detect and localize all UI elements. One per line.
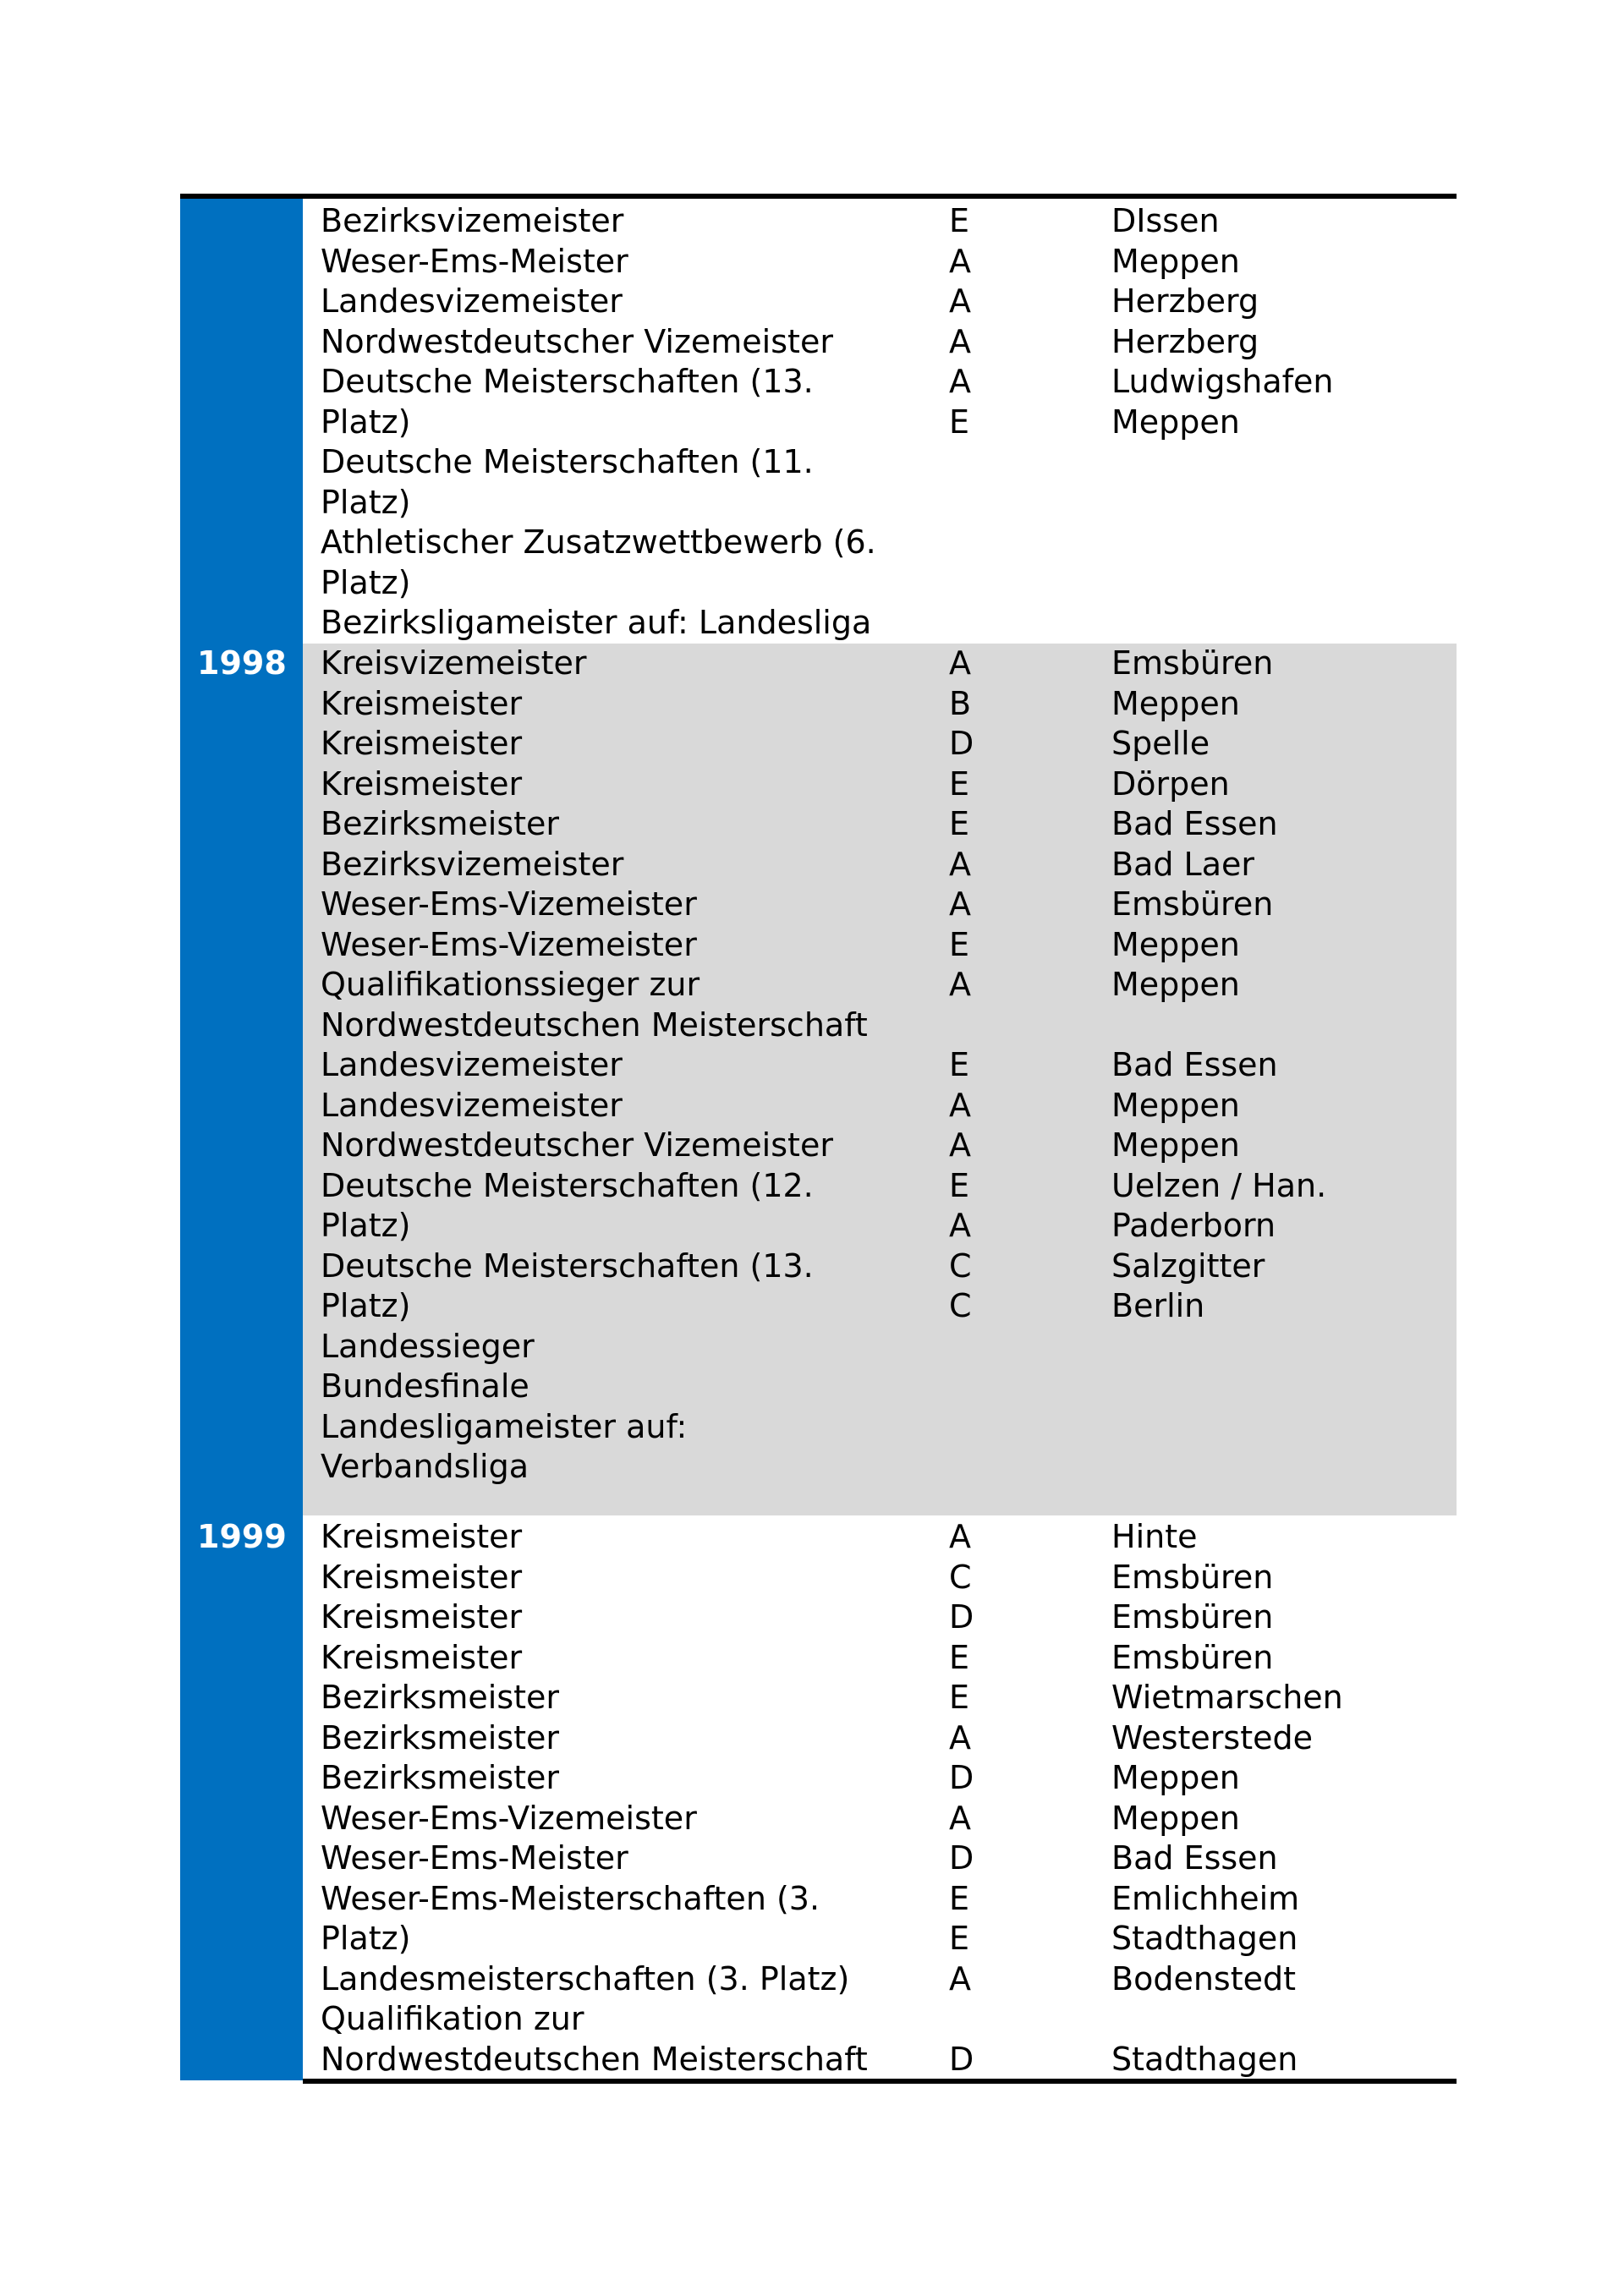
title-cell: Deutsche Meisterschaften (13. [321,1247,814,1285]
title-cell: Weser-Ems-Meister [321,242,628,280]
title-cell: Platz) [321,403,411,441]
title-cell: Kreismeister [321,764,523,803]
table-top-border [180,194,1457,199]
class-cell: A [949,1518,971,1555]
place-cell: Bad Essen [1111,805,1278,842]
class-cell: D [949,1598,974,1636]
class-column [949,644,974,1327]
class-cell: A [949,1207,971,1244]
title-cell: Bezirksvizemeister [321,845,624,883]
class-cell: E [949,403,970,441]
title-cell: Weser-Ems-Meisterschaften (3. [321,1879,820,1917]
title-cell: Platz) [321,483,411,521]
place-cell: Herzberg [1111,282,1259,320]
class-cell: B [949,684,972,722]
place-cell: Meppen [1111,242,1240,280]
class-cell: A [949,1086,971,1124]
title-cell: Kreismeister [321,1598,523,1636]
class-cell: E [949,1166,970,1204]
title-cell: Platz) [321,1207,411,1244]
place-cell: Spelle [1111,725,1210,762]
class-cell: E [949,925,970,963]
place-cell: Berlin [1111,1287,1205,1324]
place-cell: Meppen [1111,1086,1240,1124]
class-cell: E [949,1679,970,1716]
place-cell: DIssen [1111,202,1220,239]
place-cell: Meppen [1111,1759,1240,1796]
class-cell: E [949,764,970,803]
class-cell: A [949,363,971,400]
place-cell: Bad Laer [1111,845,1255,883]
class-cell [949,1999,974,2040]
title-cell: Bezirksmeister [321,1679,560,1716]
place-cell: Westerstede [1111,1718,1314,1756]
title-cell: Weser-Ems-Vizemeister [321,1799,697,1837]
title-cell: Weser-Ems-Vizemeister [321,885,697,923]
title-cell: Kreismeister [321,1518,523,1555]
class-cell: E [949,1638,970,1676]
place-column [1111,644,1326,1327]
title-cell: Qualifikationssieger zur [321,966,700,1003]
place-cell: Emlichheim [1111,1879,1300,1917]
class-cell: C [949,1558,972,1596]
title-cell: Nordwestdeutscher Vizemeister [321,1126,833,1164]
place-cell: Meppen [1111,403,1240,441]
class-cell: A [949,1959,971,1997]
place-cell: Herzberg [1111,322,1259,360]
class-cell: A [949,1126,971,1164]
place-cell: Emsbüren [1111,885,1274,923]
title-cell: Landesmeisterschaften (3. Platz) [321,1959,850,1997]
title-cell: Kreismeister [321,1638,523,1676]
class-cell: D [949,1759,974,1796]
title-cell: Kreismeister [321,1558,523,1596]
year-label: 1999 [197,1518,287,1555]
class-column [949,1517,974,2080]
class-cell: A [949,1799,971,1837]
title-cell: Bezirksmeister [321,805,560,842]
class-cell: A [949,885,971,923]
place-cell: Paderborn [1111,1207,1276,1244]
class-cell: D [949,2040,974,2078]
place-cell: Stadthagen [1111,2040,1298,2078]
class-cell: A [949,1718,971,1756]
title-cell: Athletischer Zusatzwettbewerb (6. [321,523,876,561]
title-cell: Platz) [321,1920,411,1957]
place-cell: Uelzen / Han. [1111,1166,1327,1204]
class-cell: E [949,1879,970,1917]
class-cell: D [949,1839,974,1877]
title-cell: Verbandsliga [321,1448,529,1485]
table-bottom-border [303,2079,1457,2084]
title-cell: Deutsche Meisterschaften (13. [321,363,814,400]
title-cell: Platz) [321,563,411,601]
place-column [1111,1517,1343,2080]
title-cell: Bezirksvizemeister [321,202,624,239]
title-cell: Landesvizemeister [321,1086,623,1124]
class-cell: E [949,1046,970,1083]
title-cell: Deutsche Meisterschaften (11. [321,443,814,480]
title-cell: Weser-Ems-Meister [321,1839,628,1877]
place-column [1111,201,1333,442]
class-cell [949,1006,974,1046]
place-cell: Emsbüren [1111,644,1274,682]
title-cell: Nordwestdeutscher Vizemeister [321,322,833,360]
place-cell [1111,1006,1326,1046]
place-cell: Meppen [1111,1799,1240,1837]
place-cell: Bad Essen [1111,1046,1278,1083]
title-cell: Bezirksligameister auf: Landesliga [321,604,872,641]
class-cell: A [949,966,971,1003]
place-cell: Wietmarschen [1111,1679,1343,1716]
class-cell: E [949,805,970,842]
title-cell: Deutsche Meisterschaften (12. [321,1166,814,1204]
year-label: 1998 [197,644,287,682]
place-cell: Emsbüren [1111,1638,1274,1676]
class-cell: A [949,644,971,682]
place-cell: Emsbüren [1111,1598,1274,1636]
title-column [321,644,868,1488]
class-cell: D [949,725,974,762]
results-block-1999 [180,1515,1457,2080]
class-cell: C [949,1287,972,1324]
place-cell: Salzgitter [1111,1247,1265,1285]
class-cell: C [949,1247,972,1285]
place-cell: Meppen [1111,684,1240,722]
title-cell: Weser-Ems-Vizemeister [321,925,697,963]
place-cell: Stadthagen [1111,1920,1298,1957]
place-cell: Hinte [1111,1518,1198,1555]
place-cell: Meppen [1111,966,1240,1003]
title-cell: Landesvizemeister [321,282,623,320]
title-cell: Bezirksmeister [321,1759,560,1796]
title-column [321,201,876,644]
title-cell: Landesligameister auf: [321,1407,688,1445]
title-cell: Landesvizemeister [321,1046,623,1083]
class-cell: A [949,845,971,883]
place-cell: Bodenstedt [1111,1959,1296,1997]
title-cell: Platz) [321,1287,411,1324]
class-cell: A [949,322,971,360]
place-cell: Ludwigshafen [1111,363,1334,400]
results-block-1998 [180,644,1457,1515]
place-cell: Meppen [1111,925,1240,963]
class-column [949,201,971,442]
title-cell: Kreismeister [321,725,523,762]
title-cell: Bezirksmeister [321,1718,560,1756]
title-column [321,1517,868,2080]
class-cell: E [949,202,970,239]
place-cell: Emsbüren [1111,1558,1274,1596]
title-cell: Kreisvizemeister [321,644,587,682]
title-cell: Kreismeister [321,684,523,722]
title-cell: Landessieger [321,1327,535,1365]
place-cell: Meppen [1111,1126,1240,1164]
title-cell: Nordwestdeutschen Meisterschaft [321,1006,868,1044]
class-cell: A [949,242,971,280]
place-cell: Dörpen [1111,764,1230,803]
title-cell: Qualifikation zur [321,2000,584,2037]
class-cell: E [949,1920,970,1957]
results-block-1997 [180,199,1457,646]
title-cell: Bundesfinale [321,1367,529,1405]
place-cell [1111,1999,1343,2040]
class-cell: A [949,282,971,320]
place-cell: Bad Essen [1111,1839,1278,1877]
title-cell: Nordwestdeutschen Meisterschaft [321,2040,868,2078]
